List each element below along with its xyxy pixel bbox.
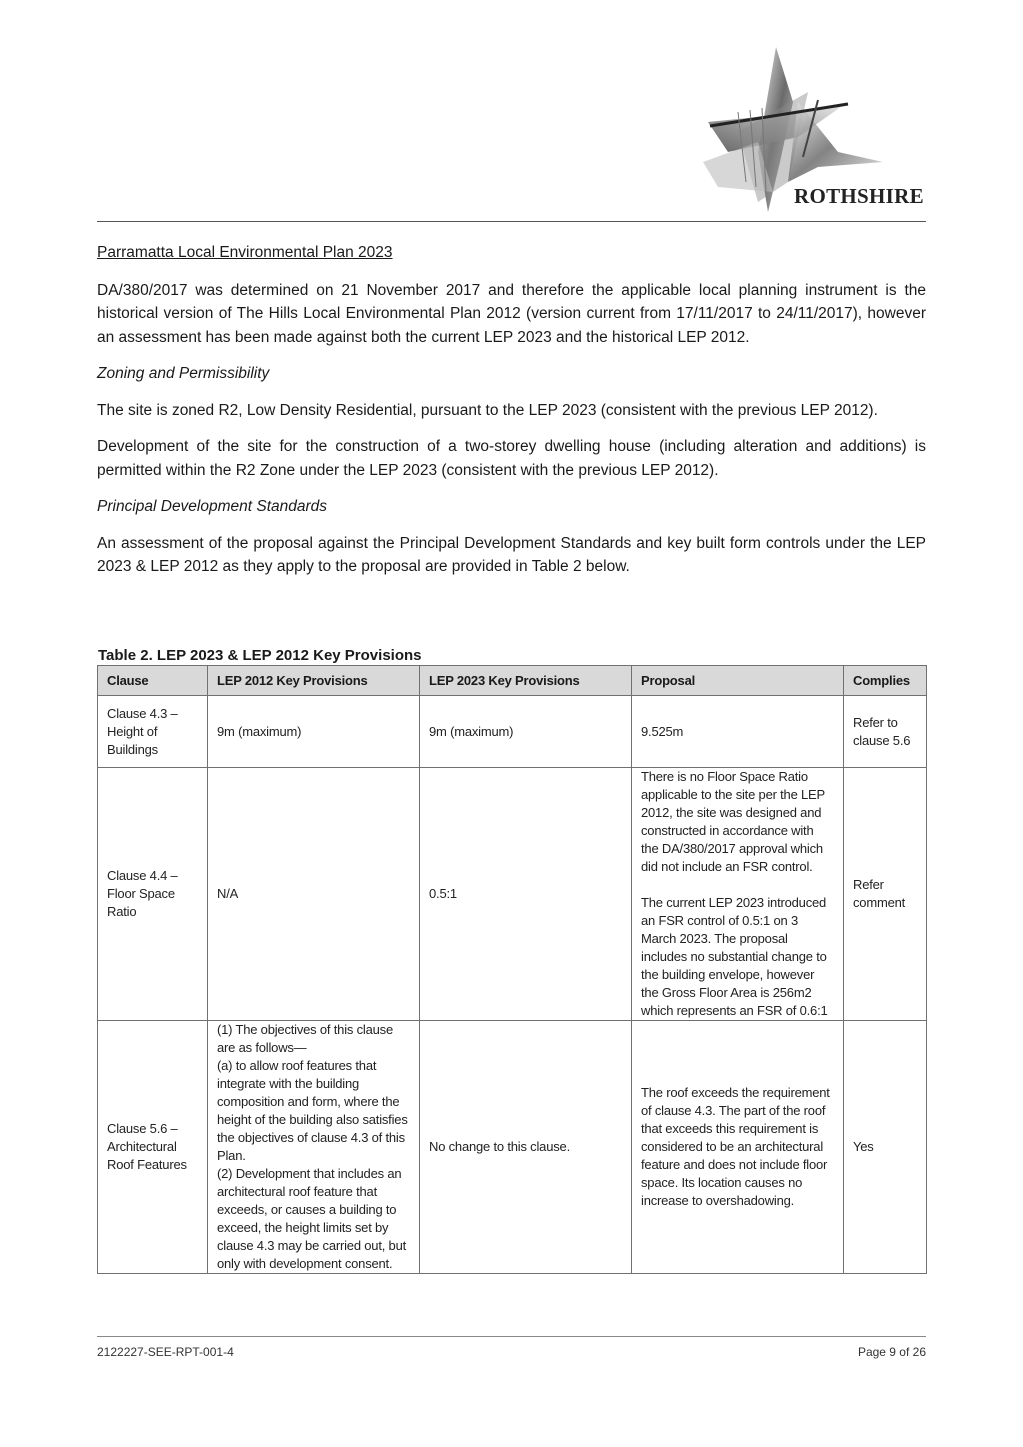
cell-proposal: There is no Floor Space Ratio applicable to the site per the LEP 2012, the site was designed and constructed in accordance with the DA/380/2017 approval which did not include an FSR control. The current LEP 2023 introduced an FSR control of 0.5:1 on 3 March 2023. The proposal includes no substantial change to the building envelope, however the Gross Floor Area is 256m2 which represents an FSR of 0.6:1: [632, 768, 844, 1021]
cell-complies: Refer to clause 5.6: [844, 696, 927, 768]
cell-lep2012: (1) The objectives of this clause are as follows— (a) to allow roof features that integrate with the building composition and form, where the height of the building also satisfies the objectives of clause 4.3 of this Plan. (2) Development that includes an architectural roof feature that exceeds, or causes a building to exceed, the height limits set by clause 4.3 may be carried out, but only with development consent.: [208, 1021, 420, 1274]
table-header-row: [98, 666, 927, 696]
cell-lep2023: 0.5:1: [420, 768, 632, 1021]
zoning-paragraph-1: The site is zoned R2, Low Density Residential, pursuant to the LEP 2023 (consistent with the previous LEP 2012).: [97, 401, 878, 419]
cell-lep2012: 9m (maximum): [208, 696, 420, 768]
cell-lep2012: N/A: [208, 768, 420, 1021]
section-body: [97, 241, 926, 592]
standards-heading: Principal Development Standards: [97, 498, 328, 515]
header-clause: Clause: [98, 666, 208, 696]
cell-clause: Clause 4.4 – Floor Space Ratio: [98, 768, 208, 1021]
document-reference: 2122227-SEE-RPT-001-4: [97, 1345, 234, 1359]
header-complies: Complies: [844, 666, 927, 696]
cell-clause: Clause 5.6 – Architectural Roof Features: [98, 1021, 208, 1274]
header-lep2012: LEP 2012 Key Provisions: [208, 666, 420, 696]
page-number: Page 9 of 26: [857, 1345, 926, 1359]
section-title: Parramatta Local Environmental Plan 2023: [97, 244, 393, 261]
header-proposal: Proposal: [632, 666, 844, 696]
intro-paragraph: DA/380/2017 was determined on 21 November 2017 and therefore the applicable local planning instrument is the historical version of The Hills Local Environmental Plan 2012 (version current from 17/11/2017 to 24/11/2017), however an assessment has been made against both the current LEP 2023 and the historical LEP 2012.: [97, 281, 926, 346]
provisions-table: [97, 665, 927, 1274]
cell-clause: Clause 4.3 – Height of Buildings: [98, 696, 208, 768]
table-caption: Table 2. LEP 2023 & LEP 2012 Key Provisions: [98, 647, 422, 664]
standards-paragraph: An assessment of the proposal against the Principal Development Standards and key built form controls under the LEP 2023 & LEP 2012 as they apply to the proposal are provided in Table 2 below.: [97, 534, 926, 575]
cell-complies: Refer comment: [844, 768, 927, 1021]
cell-proposal: 9.525m: [632, 696, 844, 768]
brand-name: ROTHSHIRE: [794, 184, 924, 208]
cell-lep2023: No change to this clause.: [420, 1021, 632, 1274]
cell-lep2023: 9m (maximum): [420, 696, 632, 768]
table-row: [98, 1021, 927, 1274]
table-row: [98, 696, 927, 768]
company-logo: [690, 42, 930, 220]
cell-proposal: The roof exceeds the requirement of clause 4.3. The part of the roof that exceeds this requirement is considered to be an architectural feature and does not include floor space. Its location causes no increase to overshadowing.: [632, 1021, 844, 1274]
header-lep2023: LEP 2023 Key Provisions: [420, 666, 632, 696]
cell-complies: Yes: [844, 1021, 927, 1274]
table-row: [98, 768, 927, 1021]
header-divider: [97, 221, 926, 222]
zoning-heading: Zoning and Permissibility: [97, 365, 270, 382]
zoning-paragraph-2: Development of the site for the construction of a two-storey dwelling house (including alteration and additions) is permitted within the R2 Zone under the LEP 2023 (consistent with the previous LEP 2012).: [97, 438, 926, 479]
footer-divider: [97, 1336, 926, 1337]
